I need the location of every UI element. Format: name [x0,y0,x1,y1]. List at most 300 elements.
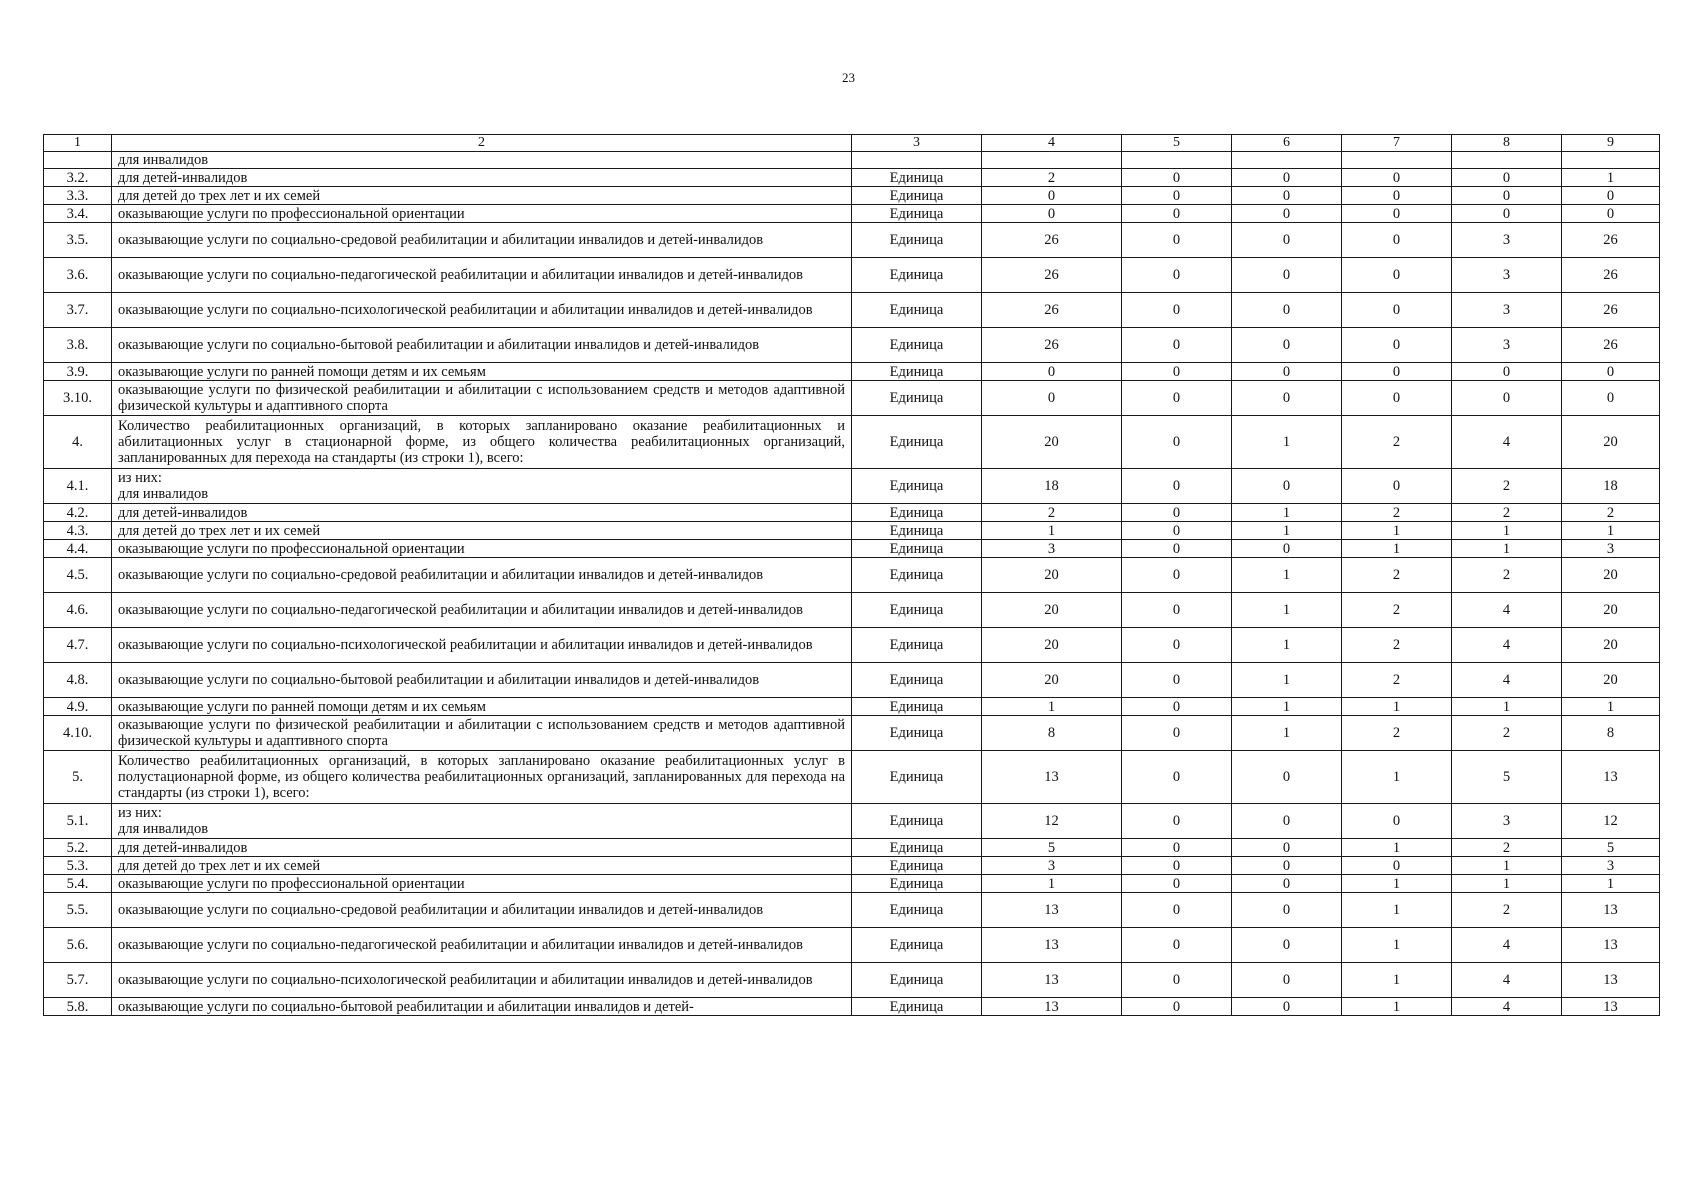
value-cell: 0 [1232,328,1342,363]
value-cell: 2 [1342,716,1452,751]
unit-cell: Единица [852,804,982,839]
unit-cell: Единица [852,187,982,205]
value-cell: 0 [1122,857,1232,875]
value-cell: 0 [1562,187,1660,205]
row-number-cell: 4.4. [44,540,112,558]
row-number-cell: 5. [44,751,112,804]
table-row [44,875,1660,893]
table-row [44,504,1660,522]
row-number-cell: 4.1. [44,469,112,504]
unit-cell: Единица [852,522,982,540]
table-body [44,152,1660,1016]
unit-cell: Единица [852,504,982,522]
value-cell: 0 [1122,328,1232,363]
unit-cell: Единица [852,540,982,558]
value-cell: 0 [1122,504,1232,522]
value-cell [1562,152,1660,169]
unit-cell: Единица [852,381,982,416]
row-label-cell: оказывающие услуги по социально-бытовой реабилитации и абилитации инвалидов и детей- [112,998,852,1016]
value-cell: 1 [1342,751,1452,804]
value-cell: 4 [1452,628,1562,663]
table-row [44,663,1660,698]
value-cell: 0 [1342,363,1452,381]
value-cell: 0 [1122,663,1232,698]
table-row [44,839,1660,857]
row-label-cell: оказывающие услуги по социально-педагогической реабилитации и абилитации инвалидов и детей-инвалидов [112,593,852,628]
value-cell: 0 [1232,469,1342,504]
value-cell: 20 [1562,628,1660,663]
row-label-cell: оказывающие услуги по социально-психологической реабилитации и абилитации инвалидов и детей-инвалидов [112,628,852,663]
row-number-cell: 4.3. [44,522,112,540]
value-cell: 1 [1232,593,1342,628]
row-number-cell: 4.6. [44,593,112,628]
row-label-cell: оказывающие услуги по социально-психологической реабилитации и абилитации инвалидов и детей-инвалидов [112,293,852,328]
value-cell: 0 [982,187,1122,205]
row-label-cell: оказывающие услуги по социально-бытовой реабилитации и абилитации инвалидов и детей-инвалидов [112,663,852,698]
row-label-cell: оказывающие услуги по социально-педагогической реабилитации и абилитации инвалидов и детей-инвалидов [112,928,852,963]
value-cell: 18 [982,469,1122,504]
unit-cell: Единица [852,963,982,998]
row-number-cell [44,152,112,169]
unit-cell: Единица [852,698,982,716]
value-cell: 26 [1562,293,1660,328]
row-number-cell: 5.5. [44,893,112,928]
row-number-cell: 4.7. [44,628,112,663]
value-cell: 1 [1342,698,1452,716]
value-cell: 4 [1452,416,1562,469]
unit-cell: Единица [852,857,982,875]
unit-cell [852,152,982,169]
row-label-cell: для детей до трех лет и их семей [112,522,852,540]
header-cell: 6 [1232,135,1342,152]
value-cell: 0 [1232,258,1342,293]
value-cell: 1 [1452,857,1562,875]
table-row [44,152,1660,169]
value-cell: 2 [1452,839,1562,857]
row-label-cell: оказывающие услуги по социально-средовой реабилитации и абилитации инвалидов и детей-инвалидов [112,893,852,928]
value-cell: 8 [982,716,1122,751]
row-label-cell: для инвалидов [112,152,852,169]
value-cell: 4 [1452,928,1562,963]
table-row [44,522,1660,540]
row-number-cell: 4. [44,416,112,469]
row-label-cell: оказывающие услуги по социально-педагогической реабилитации и абилитации инвалидов и детей-инвалидов [112,258,852,293]
page-number: 23 [842,70,855,85]
row-label-cell: оказывающие услуги по социально-средовой реабилитации и абилитации инвалидов и детей-инвалидов [112,223,852,258]
value-cell: 0 [1122,381,1232,416]
value-cell [1122,152,1232,169]
row-number-cell: 5.3. [44,857,112,875]
value-cell: 2 [1342,663,1452,698]
value-cell: 0 [982,381,1122,416]
value-cell: 0 [1122,522,1232,540]
value-cell: 1 [1342,875,1452,893]
row-label-cell: оказывающие услуги по профессиональной ориентации [112,540,852,558]
row-label-cell: Количество реабилитационных организаций, в которых запланировано оказание реабилитационных и абилитационных услуг в стационарной форме, из общего количества реабилитационных организаций, запланированных для перехода на стандарты (из строки 1), всего: [112,416,852,469]
value-cell: 26 [982,293,1122,328]
header-cell: 1 [44,135,112,152]
value-cell: 13 [1562,998,1660,1016]
value-cell: 0 [1122,998,1232,1016]
row-label-cell: из них: для инвалидов [112,469,852,504]
value-cell: 2 [1562,504,1660,522]
value-cell: 0 [1452,363,1562,381]
value-cell: 0 [1562,381,1660,416]
value-cell: 1 [1232,698,1342,716]
value-cell: 1 [1452,540,1562,558]
header-cell: 4 [982,135,1122,152]
value-cell: 13 [1562,928,1660,963]
value-cell: 0 [1232,751,1342,804]
value-cell: 0 [982,363,1122,381]
row-number-cell: 3.6. [44,258,112,293]
value-cell: 5 [982,839,1122,857]
value-cell: 13 [982,893,1122,928]
value-cell: 2 [1342,416,1452,469]
header-cell: 7 [1342,135,1452,152]
value-cell: 0 [1342,381,1452,416]
table-row [44,963,1660,998]
value-cell: 13 [982,928,1122,963]
value-cell: 0 [1232,857,1342,875]
table-row [44,328,1660,363]
table-row [44,363,1660,381]
value-cell: 3 [1452,258,1562,293]
row-label-cell: оказывающие услуги по профессиональной ориентации [112,875,852,893]
value-cell: 1 [1342,839,1452,857]
value-cell: 13 [1562,963,1660,998]
value-cell: 8 [1562,716,1660,751]
value-cell: 12 [982,804,1122,839]
value-cell: 3 [1452,328,1562,363]
value-cell: 0 [1342,169,1452,187]
value-cell: 5 [1562,839,1660,857]
value-cell: 0 [1232,223,1342,258]
table-row [44,628,1660,663]
table-row [44,998,1660,1016]
value-cell: 0 [1122,187,1232,205]
value-cell: 0 [982,205,1122,223]
value-cell: 0 [1342,469,1452,504]
row-number-cell: 4.10. [44,716,112,751]
row-number-cell: 3.9. [44,363,112,381]
unit-cell: Единица [852,169,982,187]
row-number-cell: 5.7. [44,963,112,998]
value-cell: 1 [1232,522,1342,540]
value-cell: 2 [1452,504,1562,522]
header-cell: 3 [852,135,982,152]
table-row [44,698,1660,716]
table-row [44,558,1660,593]
value-cell: 1 [1562,875,1660,893]
value-cell: 0 [1122,258,1232,293]
row-label-cell: из них: для инвалидов [112,804,852,839]
table-row [44,469,1660,504]
value-cell [1232,152,1342,169]
value-cell: 0 [1232,540,1342,558]
table-row [44,223,1660,258]
value-cell: 0 [1122,628,1232,663]
value-cell: 1 [982,522,1122,540]
value-cell: 0 [1232,875,1342,893]
value-cell: 0 [1452,205,1562,223]
unit-cell: Единица [852,223,982,258]
data-table [43,134,1660,1016]
value-cell [1342,152,1452,169]
value-cell: 1 [1232,416,1342,469]
table-row [44,804,1660,839]
value-cell [982,152,1122,169]
value-cell: 1 [1232,558,1342,593]
row-number-cell: 5.1. [44,804,112,839]
value-cell: 0 [1452,187,1562,205]
row-label-cell: для детей до трех лет и их семей [112,187,852,205]
value-cell: 0 [1232,804,1342,839]
unit-cell: Единица [852,893,982,928]
value-cell: 1 [1342,540,1452,558]
row-number-cell: 5.2. [44,839,112,857]
value-cell: 1 [1342,998,1452,1016]
value-cell: 26 [1562,258,1660,293]
value-cell: 0 [1232,839,1342,857]
value-cell: 0 [1232,928,1342,963]
row-number-cell: 3.5. [44,223,112,258]
value-cell: 1 [1452,875,1562,893]
value-cell: 0 [1122,540,1232,558]
value-cell: 20 [1562,593,1660,628]
value-cell: 0 [1342,187,1452,205]
row-number-cell: 4.5. [44,558,112,593]
value-cell: 0 [1122,875,1232,893]
unit-cell: Единица [852,751,982,804]
header-cell: 9 [1562,135,1660,152]
value-cell: 1 [1342,928,1452,963]
value-cell: 0 [1122,928,1232,963]
value-cell: 20 [982,593,1122,628]
value-cell: 2 [1342,558,1452,593]
value-cell [1452,152,1562,169]
value-cell: 4 [1452,593,1562,628]
table-row [44,540,1660,558]
row-number-cell: 4.9. [44,698,112,716]
value-cell: 0 [1232,205,1342,223]
value-cell: 0 [1122,205,1232,223]
row-label-cell: Количество реабилитационных организаций, в которых запланировано оказание реабилитационных услуг в полустационарной форме, из общего количества реабилитационных организаций, запланированных для перехода на стандарты (из строки 1), всего: [112,751,852,804]
value-cell: 0 [1562,363,1660,381]
unit-cell: Единица [852,363,982,381]
value-cell: 26 [982,258,1122,293]
row-number-cell: 3.4. [44,205,112,223]
value-cell: 1 [1342,893,1452,928]
header-cell: 5 [1122,135,1232,152]
row-label-cell: оказывающие услуги по ранней помощи детям и их семьям [112,698,852,716]
value-cell: 2 [1342,504,1452,522]
value-cell: 2 [1452,558,1562,593]
value-cell: 4 [1452,998,1562,1016]
value-cell: 0 [1232,998,1342,1016]
row-number-cell: 5.4. [44,875,112,893]
value-cell: 26 [1562,328,1660,363]
value-cell: 0 [1342,223,1452,258]
value-cell: 0 [1342,293,1452,328]
value-cell: 0 [1122,751,1232,804]
value-cell: 0 [1122,169,1232,187]
value-cell: 20 [1562,663,1660,698]
value-cell: 0 [1232,169,1342,187]
table-row [44,187,1660,205]
value-cell: 1 [1342,963,1452,998]
unit-cell: Единица [852,416,982,469]
table-row [44,258,1660,293]
value-cell: 0 [1232,893,1342,928]
value-cell: 0 [1122,698,1232,716]
value-cell: 1 [1452,698,1562,716]
value-cell: 20 [1562,558,1660,593]
value-cell: 0 [1342,857,1452,875]
unit-cell: Единица [852,663,982,698]
value-cell: 1 [1232,504,1342,522]
row-number-cell: 3.3. [44,187,112,205]
table-row [44,893,1660,928]
table-row [44,857,1660,875]
table-row [44,716,1660,751]
table-row [44,928,1660,963]
unit-cell: Единица [852,628,982,663]
value-cell: 1 [1562,169,1660,187]
value-cell: 0 [1342,258,1452,293]
value-cell: 2 [1452,469,1562,504]
value-cell: 0 [1232,381,1342,416]
table-row [44,169,1660,187]
value-cell: 0 [1122,223,1232,258]
value-cell: 20 [982,416,1122,469]
value-cell: 0 [1232,187,1342,205]
unit-cell: Единица [852,998,982,1016]
header-cell: 2 [112,135,852,152]
row-number-cell: 5.8. [44,998,112,1016]
value-cell: 0 [1122,804,1232,839]
value-cell: 13 [982,963,1122,998]
value-cell: 13 [982,998,1122,1016]
value-cell: 0 [1562,205,1660,223]
table-row [44,205,1660,223]
value-cell: 0 [1342,804,1452,839]
value-cell: 1 [982,875,1122,893]
value-cell: 12 [1562,804,1660,839]
value-cell: 1 [1562,698,1660,716]
value-cell: 1 [1562,522,1660,540]
value-cell: 1 [1232,628,1342,663]
value-cell: 0 [1122,469,1232,504]
unit-cell: Единица [852,928,982,963]
value-cell: 0 [1232,963,1342,998]
unit-cell: Единица [852,328,982,363]
row-number-cell: 5.6. [44,928,112,963]
row-label-cell: оказывающие услуги по физической реабилитации и абилитации с использованием средств и методов адаптивной физической культуры и адаптивного спорта [112,381,852,416]
row-number-cell: 3.10. [44,381,112,416]
value-cell: 3 [1562,857,1660,875]
value-cell: 3 [1562,540,1660,558]
value-cell: 3 [1452,293,1562,328]
unit-cell: Единица [852,716,982,751]
unit-cell: Единица [852,258,982,293]
row-number-cell: 4.8. [44,663,112,698]
row-label-cell: оказывающие услуги по социально-психологической реабилитации и абилитации инвалидов и детей-инвалидов [112,963,852,998]
row-label-cell: оказывающие услуги по физической реабилитации и абилитации с использованием средств и методов адаптивной физической культуры и адаптивного спорта [112,716,852,751]
unit-cell: Единица [852,293,982,328]
value-cell: 26 [982,328,1122,363]
value-cell: 0 [1452,169,1562,187]
table-row [44,293,1660,328]
value-cell: 4 [1452,963,1562,998]
value-cell: 0 [1122,716,1232,751]
row-number-cell: 4.2. [44,504,112,522]
value-cell: 13 [1562,893,1660,928]
value-cell: 1 [982,698,1122,716]
row-label-cell: оказывающие услуги по социально-бытовой реабилитации и абилитации инвалидов и детей-инвалидов [112,328,852,363]
value-cell: 0 [1232,293,1342,328]
value-cell: 20 [1562,416,1660,469]
value-cell: 20 [982,558,1122,593]
value-cell: 2 [982,169,1122,187]
value-cell: 13 [1562,751,1660,804]
value-cell: 0 [1122,558,1232,593]
value-cell: 0 [1122,363,1232,381]
value-cell: 3 [982,540,1122,558]
value-cell: 2 [1342,593,1452,628]
unit-cell: Единица [852,205,982,223]
value-cell: 2 [1452,893,1562,928]
row-label-cell: для детей-инвалидов [112,839,852,857]
value-cell: 1 [1452,522,1562,540]
unit-cell: Единица [852,839,982,857]
row-label-cell: для детей-инвалидов [112,169,852,187]
value-cell: 2 [1342,628,1452,663]
row-number-cell: 3.7. [44,293,112,328]
value-cell: 13 [982,751,1122,804]
value-cell: 3 [1452,223,1562,258]
value-cell: 0 [1342,328,1452,363]
row-label-cell: оказывающие услуги по ранней помощи детям и их семьям [112,363,852,381]
unit-cell: Единица [852,875,982,893]
value-cell: 26 [1562,223,1660,258]
value-cell: 2 [982,504,1122,522]
table-row [44,593,1660,628]
value-cell: 0 [1122,839,1232,857]
table-row [44,381,1660,416]
header-row [44,135,1660,152]
row-number-cell: 3.2. [44,169,112,187]
value-cell: 1 [1232,663,1342,698]
value-cell: 0 [1122,593,1232,628]
table-row [44,416,1660,469]
header-cell: 8 [1452,135,1562,152]
row-number-cell: 3.8. [44,328,112,363]
value-cell: 3 [982,857,1122,875]
unit-cell: Единица [852,593,982,628]
value-cell: 0 [1122,293,1232,328]
table-row [44,751,1660,804]
value-cell: 0 [1342,205,1452,223]
value-cell: 1 [1232,716,1342,751]
value-cell: 4 [1452,663,1562,698]
value-cell: 3 [1452,804,1562,839]
row-label-cell: для детей до трех лет и их семей [112,857,852,875]
value-cell: 0 [1232,363,1342,381]
value-cell: 2 [1452,716,1562,751]
value-cell: 0 [1122,963,1232,998]
value-cell: 26 [982,223,1122,258]
